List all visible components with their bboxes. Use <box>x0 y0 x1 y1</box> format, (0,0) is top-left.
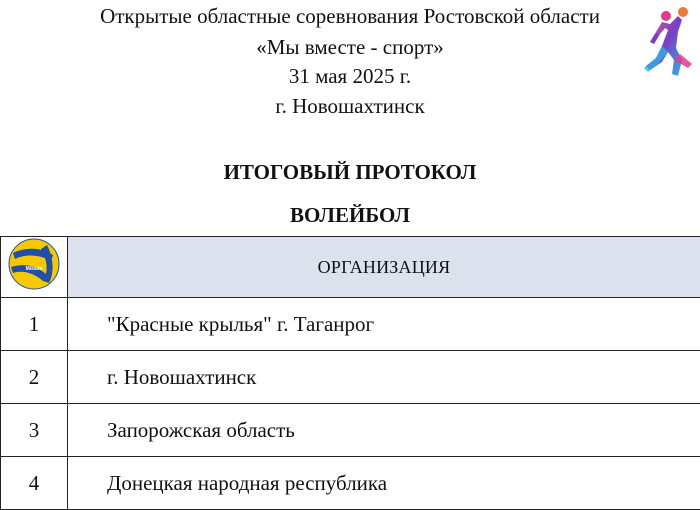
table-row <box>1 457 700 510</box>
event-title-line: Открытые областные соревнования Ростовской области <box>0 4 700 28</box>
place-cell: 2 <box>1 351 68 404</box>
place-cell: 4 <box>1 457 68 510</box>
results-table <box>0 236 700 510</box>
ball-cell <box>1 237 68 298</box>
table-row <box>1 404 700 457</box>
protocol-title: ИТОГОВЫЙ ПРОТОКОЛ <box>0 160 700 184</box>
table-row <box>1 298 700 351</box>
organization-cell: "Красные крылья" г. Таганрог <box>68 298 700 351</box>
table-header-row <box>1 237 700 298</box>
event-date: 31 мая 2025 г. <box>0 64 700 88</box>
column-header-organization: ОРГАНИЗАЦИЯ <box>68 237 700 298</box>
place-cell: 3 <box>1 404 68 457</box>
volleyball-player-icon <box>632 2 696 98</box>
sport-title: ВОЛЕЙБОЛ <box>0 203 700 227</box>
event-city: г. Новошахтинск <box>0 94 700 118</box>
organization-cell: г. Новошахтинск <box>68 351 700 404</box>
organization-cell: Запорожская область <box>68 404 700 457</box>
volleyball-ball-icon <box>7 272 61 296</box>
place-cell: 1 <box>1 298 68 351</box>
organization-cell: Донецкая народная республика <box>68 457 700 510</box>
ball-brand-label: Mikasa <box>26 266 43 272</box>
table-row <box>1 351 700 404</box>
event-slogan: «Мы вместе - спорт» <box>0 35 700 59</box>
